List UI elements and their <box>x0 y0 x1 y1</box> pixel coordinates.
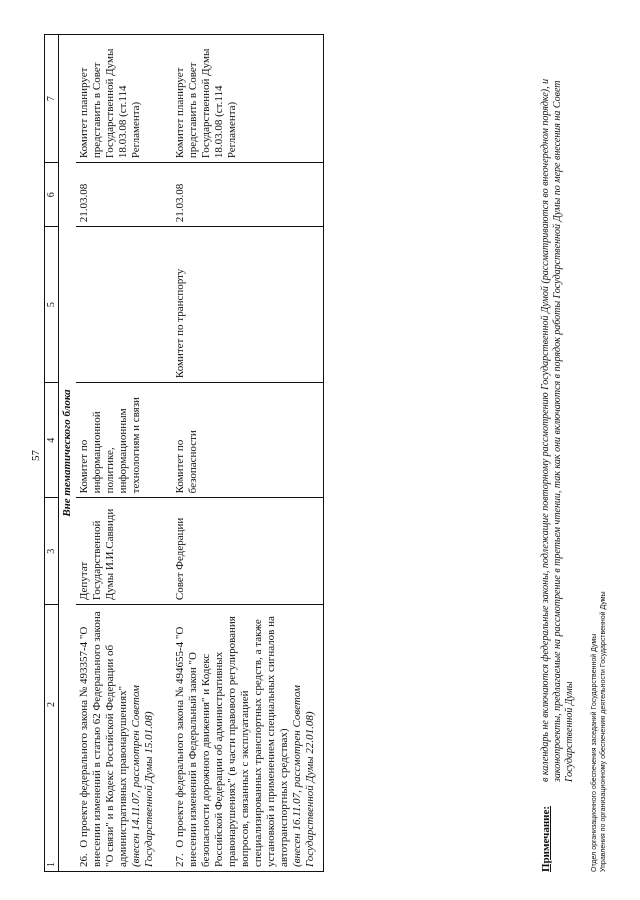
co-committee-cell: Комитет по транспорту <box>172 227 319 383</box>
column-number-5: 5 <box>45 227 59 383</box>
column-number-4: 4 <box>45 383 59 498</box>
note-label: Примечание: <box>540 805 552 872</box>
remark-cell: Комитет планирует представить в Совет Государственной Думы 18.03.08 (ст.114 Регламента) <box>76 35 158 163</box>
remark-cell: Комитет планирует представить в Совет Государственной Думы 18.03.08 (ст.114 Регламента) <box>172 35 319 163</box>
row-number: 26. <box>78 853 90 867</box>
subject-note: (внесен 16.11.07, рассмотрен Советом Государственной Думы 22.01.08) <box>291 685 316 867</box>
block-title: Вне тематического блока <box>61 389 73 517</box>
committee-cell: Комитет по информационной политике, информационным технологиям и связи <box>76 383 158 498</box>
column-number-7: 7 <box>45 35 59 163</box>
table-row <box>76 35 158 872</box>
co-committee-cell <box>76 227 158 383</box>
block-title-row <box>59 35 77 872</box>
column-number-6: 6 <box>45 163 59 227</box>
note-block <box>540 34 576 872</box>
note-text: в календарь не включаются федеральные законы, подлежащие повторному рассмотрению Государственной Думой (рассматриваются во внеочередном порядке), и законопроекты, предлагаемые на рассмотрение в третьем чтении, так как они включаются в порядок работы Государственной Думы по мере внесения на Совет Государственной Думы <box>540 78 575 782</box>
column-number-3: 3 <box>45 498 59 605</box>
page-number: 57 <box>30 450 42 461</box>
footer <box>590 591 608 872</box>
subject-cell <box>76 605 158 872</box>
committee-cell: Комитет по безопасности <box>172 383 319 498</box>
column-number-1-2: 1 2 <box>45 605 59 872</box>
initiator-cell: Депутат Государственной Думы И.И.Саввиди <box>76 498 158 605</box>
subject-note: (внесен 14.11.07, рассмотрен Советом Государственной Думы 15.01.08) <box>130 685 155 867</box>
date-cell: 21.03.08 <box>76 163 158 227</box>
subject-text: О проекте федерального закона № 493357-4 "О внесении изменений в статью 62 Федерального закона "О связи" и в Кодекс Российской Федерации об административных правонарушениях" <box>78 611 129 867</box>
initiator-cell: Совет Федерации <box>172 498 319 605</box>
column-number-row <box>45 35 59 872</box>
calendar-table <box>44 34 324 872</box>
date-cell: 21.03.08 <box>172 163 319 227</box>
footer-line-2: Управления по организационному обеспечению деятельности Государственной Думы <box>600 591 607 872</box>
row-number: 27. <box>174 853 186 867</box>
subject-cell <box>172 605 319 872</box>
table-row <box>172 35 319 872</box>
subject-text: О проекте федерального закона № 494655-4 "О внесении изменений в Федеральный закон "О безопасности дорожного движения" и Кодекс Российской Федерации об административных правонарушениях" (в части правового регулирования вопросов, связанных с эксплуатацией специализированных транспортных средств, а также установкой и применением специальных сигналов на автотранспортных средствах) <box>174 616 290 867</box>
footer-line-1: Отдел организационного обеспечения заседаний Государственной Думы <box>591 633 598 872</box>
